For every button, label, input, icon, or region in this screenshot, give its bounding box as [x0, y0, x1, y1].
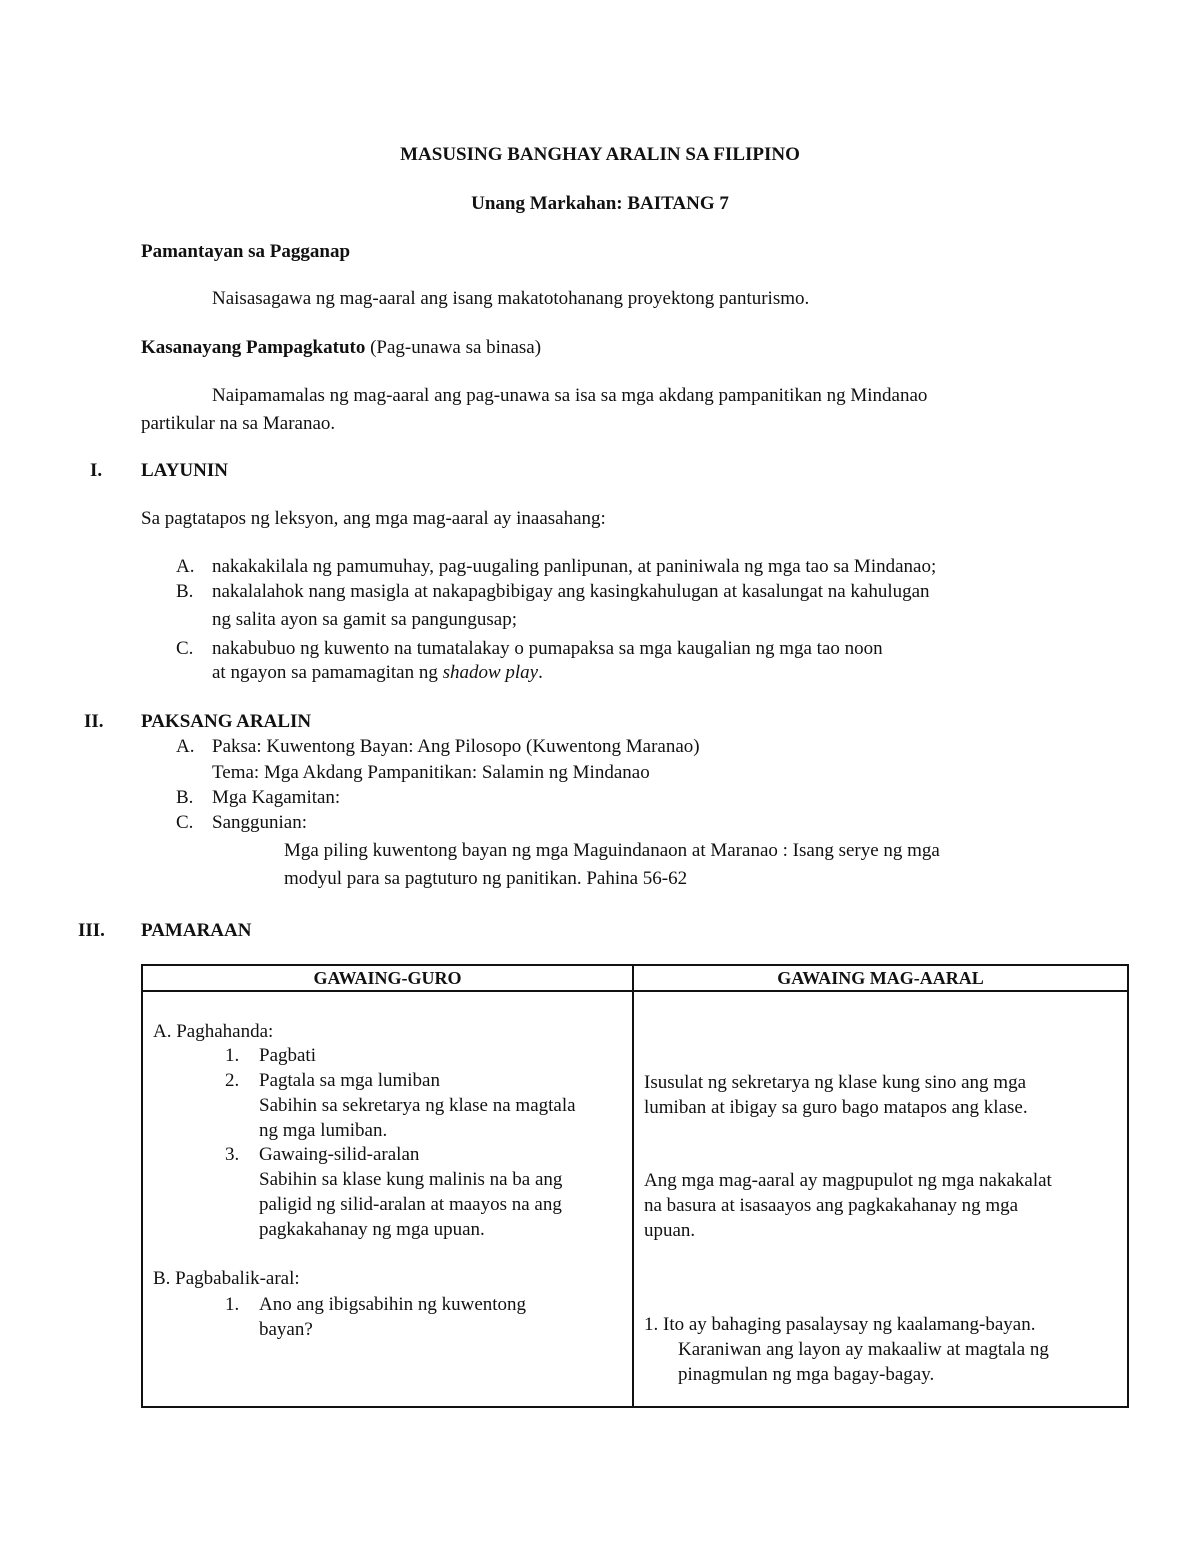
pamantayan-heading: Pamantayan sa Pagganap	[141, 241, 351, 262]
paksang-numeral: II.	[84, 711, 104, 732]
paksang-b-letter: B.	[176, 787, 194, 808]
guro-a-heading: A. Paghahanda:	[153, 1021, 274, 1042]
magaaral-resp3-l1: 1. Ito ay bahaging pasalaysay ng kaalamang-bayan.	[644, 1314, 1036, 1335]
paksang-heading: PAKSANG ARALIN	[141, 711, 312, 732]
guro-item2: Pagtala sa mga lumiban	[259, 1070, 440, 1091]
kasanayan-heading-line	[141, 336, 541, 360]
magaaral-resp1-l2: lumiban at ibigay sa guro bago matapos ang klase.	[644, 1097, 1028, 1118]
paksang-c-text: Sanggunian:	[212, 812, 307, 833]
layunin-b-text-2: ng salita ayon sa gamit sa pangungusap;	[212, 609, 517, 630]
layunin-c-suffix: .	[538, 662, 543, 683]
guro-item3-num: 3.	[225, 1144, 240, 1165]
magaaral-resp3-l2: Karaniwan ang layon ay makaaliw at magtala ng	[678, 1339, 1049, 1360]
col-header-magaaral: GAWAING MAG-AARAL	[633, 965, 1128, 991]
pamaraan-table	[141, 964, 1129, 1408]
page-subtitle: Unang Markahan: BAITANG 7	[471, 193, 729, 214]
layunin-b-letter: B.	[176, 581, 194, 602]
pamantayan-text: Naisasagawa ng mag-aaral ang isang makatotohanang proyektong panturismo.	[212, 288, 810, 309]
layunin-c-italic: shadow play	[442, 662, 539, 683]
layunin-intro: Sa pagtatapos ng leksyon, ang mga mag-aaral ay inaasahang:	[141, 508, 606, 529]
magaaral-resp2-l1: Ang mga mag-aaral ay magpupulot ng mga nakakalat	[644, 1170, 1052, 1191]
page-title: MASUSING BANGHAY ARALIN SA FILIPINO	[400, 144, 800, 165]
kasanayan-line1: Naipamamalas ng mag-aaral ang pag-unawa sa isa sa mga akdang pampanitikan ng Mindanao	[212, 385, 928, 406]
table-body-row	[142, 991, 1128, 1407]
paksang-c-letter: C.	[176, 812, 194, 833]
layunin-c-prefix: at ngayon sa pamamagitan ng	[212, 662, 443, 683]
sanggunian-line2: modyul para sa pagtuturo ng panitikan. Pahina 56-62	[284, 868, 688, 889]
pamaraan-numeral: III.	[78, 920, 105, 941]
guro-item2-l2: Sabihin sa sekretarya ng klase na magtala	[259, 1095, 576, 1116]
layunin-heading: LAYUNIN	[141, 460, 228, 481]
kasanayan-note: (Pag-unawa sa binasa)	[370, 337, 542, 358]
guro-item1: Pagbati	[259, 1045, 316, 1066]
magaaral-resp2-l3: upuan.	[644, 1220, 696, 1241]
paksang-a-text: Paksa: Kuwentong Bayan: Ang Pilosopo (Kuwentong Maranao)	[212, 736, 700, 757]
magaaral-resp3-l3: pinagmulan ng mga bagay-bagay.	[678, 1364, 935, 1385]
kasanayan-line2: partikular na sa Maranao.	[141, 413, 336, 434]
layunin-c-letter: C.	[176, 638, 194, 659]
guro-b1-l2: bayan?	[259, 1319, 313, 1340]
table-header-row	[142, 965, 1128, 991]
guro-item2-num: 2.	[225, 1070, 240, 1091]
paksang-b-text: Mga Kagamitan:	[212, 787, 341, 808]
layunin-b-text: nakalalahok nang masigla at nakapagbibigay ang kasingkahulugan at kasalungat na kahulugan	[212, 581, 930, 602]
guro-cell	[142, 991, 633, 1407]
guro-b1: Ano ang ibigsabihin ng kuwentong	[259, 1294, 527, 1315]
pamaraan-heading: PAMARAAN	[141, 920, 252, 941]
guro-b-heading: B. Pagbabalik-aral:	[153, 1268, 300, 1289]
layunin-a-letter: A.	[176, 556, 195, 577]
col-header-guro: GAWAING-GURO	[142, 965, 633, 991]
kasanayan-heading: Kasanayang Pampagkatuto	[141, 337, 366, 358]
magaaral-resp1-l1: Isusulat ng sekretarya ng klase kung sino ang mga	[644, 1072, 1027, 1093]
guro-item2-l3: ng mga lumiban.	[259, 1120, 388, 1141]
guro-item3-l3: paligid ng silid-aralan at maayos na ang	[259, 1194, 562, 1215]
paksang-a-letter: A.	[176, 736, 195, 757]
sanggunian-line1: Mga piling kuwentong bayan ng mga Maguindanaon at Maranao : Isang serye ng mga	[284, 840, 940, 861]
guro-item3-l2: Sabihin sa klase kung malinis na ba ang	[259, 1169, 563, 1190]
layunin-numeral: I.	[90, 460, 103, 481]
guro-item3-l4: pagkakahanay ng mga upuan.	[259, 1219, 485, 1240]
guro-item3: Gawaing-silid-aralan	[259, 1144, 420, 1165]
layunin-a-text: nakakakilala ng pamumuhay, pag-uugaling panlipunan, at paniniwala ng mga tao sa Mindanao;	[212, 556, 937, 577]
paksang-tema: Tema: Mga Akdang Pampanitikan: Salamin ng Mindanao	[212, 762, 650, 783]
guro-b1-num: 1.	[225, 1294, 240, 1315]
magaaral-cell	[633, 991, 1128, 1407]
layunin-c-text-2	[212, 661, 543, 685]
layunin-c-text: nakabubuo ng kuwento na tumatalakay o pumapaksa sa mga kaugalian ng mga tao noon	[212, 638, 883, 659]
magaaral-resp2-l2: na basura at isasaayos ang pagkakahanay ng mga	[644, 1195, 1019, 1216]
guro-item1-num: 1.	[225, 1045, 240, 1066]
